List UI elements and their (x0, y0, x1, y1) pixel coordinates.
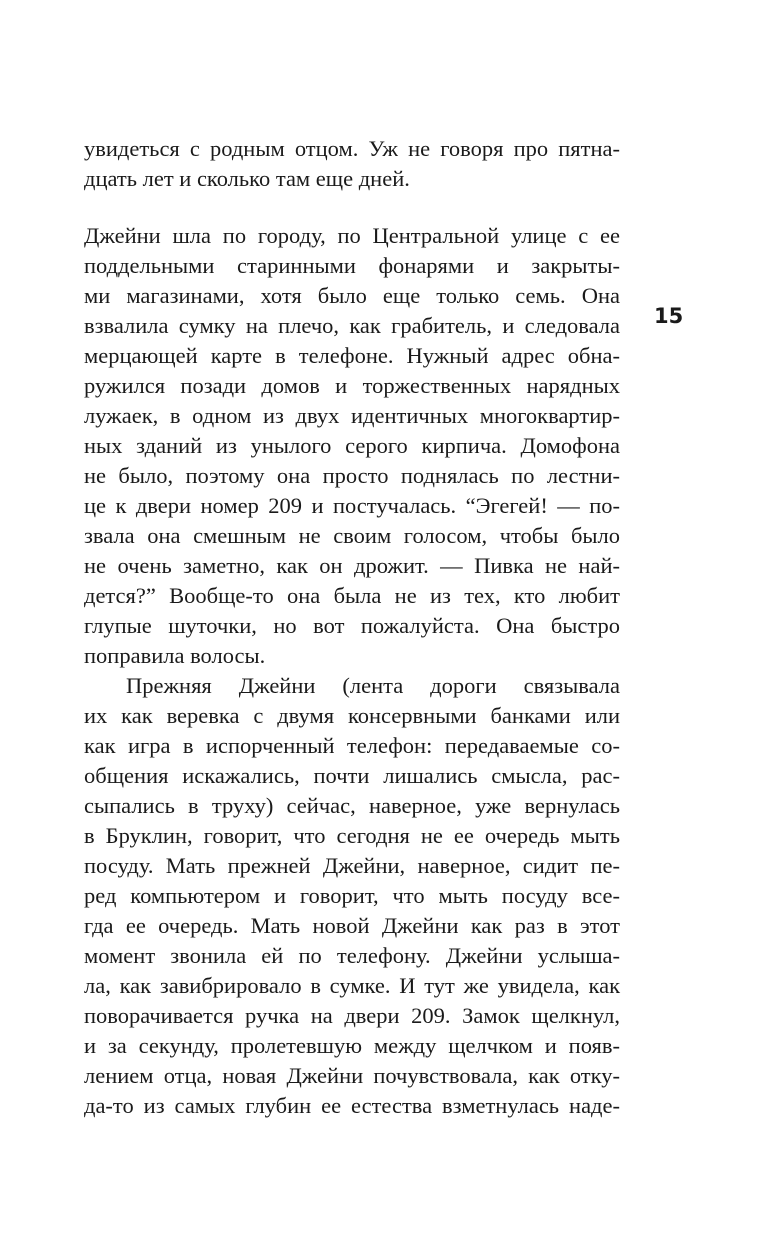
text-line: ми магазинами, хотя было еще только семь. Она (84, 283, 620, 308)
text-line: сыпались в труху) сейчас, наверное, уже вернулась (84, 793, 620, 818)
text-line: общения искажались, почти лишались смысла, рас- (84, 763, 620, 788)
text-line: ред компьютером и говорит, что мыть посуду все- (84, 883, 620, 908)
text-line: Джейни шла по городу, по Центральной улице с ее (84, 223, 620, 248)
text-line: це к двери номер 209 и постучалась. “Эгегей! — по- (84, 493, 620, 518)
text-line: как игра в испорченный телефон: передаваемые со- (84, 733, 620, 758)
text-line: мерцающей карте в телефоне. Нужный адрес обна- (84, 343, 620, 368)
text-line: взвалила сумку на плечо, как грабитель, и следовала (84, 313, 620, 338)
page-number: 15 (654, 304, 684, 328)
text-line: лужаек, в одном из двух идентичных многоквартир- (84, 403, 620, 428)
text-line: дцать лет и сколько там еще дней. (84, 166, 410, 191)
text-line: глупые шуточки, но вот пожалуйста. Она быстро (84, 613, 620, 638)
text-line: ных зданий из унылого серого кирпича. Домофона (84, 433, 620, 458)
text-line: звала она смешным не своим голосом, чтобы было (84, 523, 620, 548)
text-line: не было, поэтому она просто поднялась по лестни- (84, 463, 620, 488)
text-line: Прежняя Джейни (лента дороги связывала (126, 673, 620, 698)
text-line: лением отца, новая Джейни почувствовала, как отку- (84, 1063, 620, 1088)
text-line: их как веревка с двумя консервными банками или (84, 703, 620, 728)
text-line: и за секунду, пролетевшую между щелчком и появ- (84, 1033, 620, 1058)
text-line: дется?” Вообще-то она была не из тех, кто любит (84, 583, 620, 608)
text-line: гда ее очередь. Мать новой Джейни как раз в этот (84, 913, 620, 938)
paragraph-1 (84, 134, 620, 194)
paragraph-2 (84, 221, 620, 1121)
text-line: увидеться с родным отцом. Уж не говоря про пятна- (84, 136, 620, 161)
text-line: не очень заметно, как он дрожит. — Пивка не най- (84, 553, 620, 578)
text-line: посуду. Мать прежней Джейни, наверное, сидит пе- (84, 853, 620, 878)
text-line: момент звонила ей по телефону. Джейни услыша- (84, 943, 620, 968)
text-line: да-то из самых глубин ее естества взметнулась наде- (84, 1093, 620, 1118)
text-line: поддельными старинными фонарями и закрыты- (84, 253, 620, 278)
text-line: поправила волосы. (84, 643, 266, 668)
text-line: поворачивается ручка на двери 209. Замок щелкнул, (84, 1003, 620, 1028)
text-line: ла, как завибрировало в сумке. И тут же увидела, как (84, 973, 620, 998)
text-line: ружился позади домов и торжественных нарядных (84, 373, 620, 398)
text-line: в Бруклин, говорит, что сегодня не ее очередь мыть (84, 823, 620, 848)
